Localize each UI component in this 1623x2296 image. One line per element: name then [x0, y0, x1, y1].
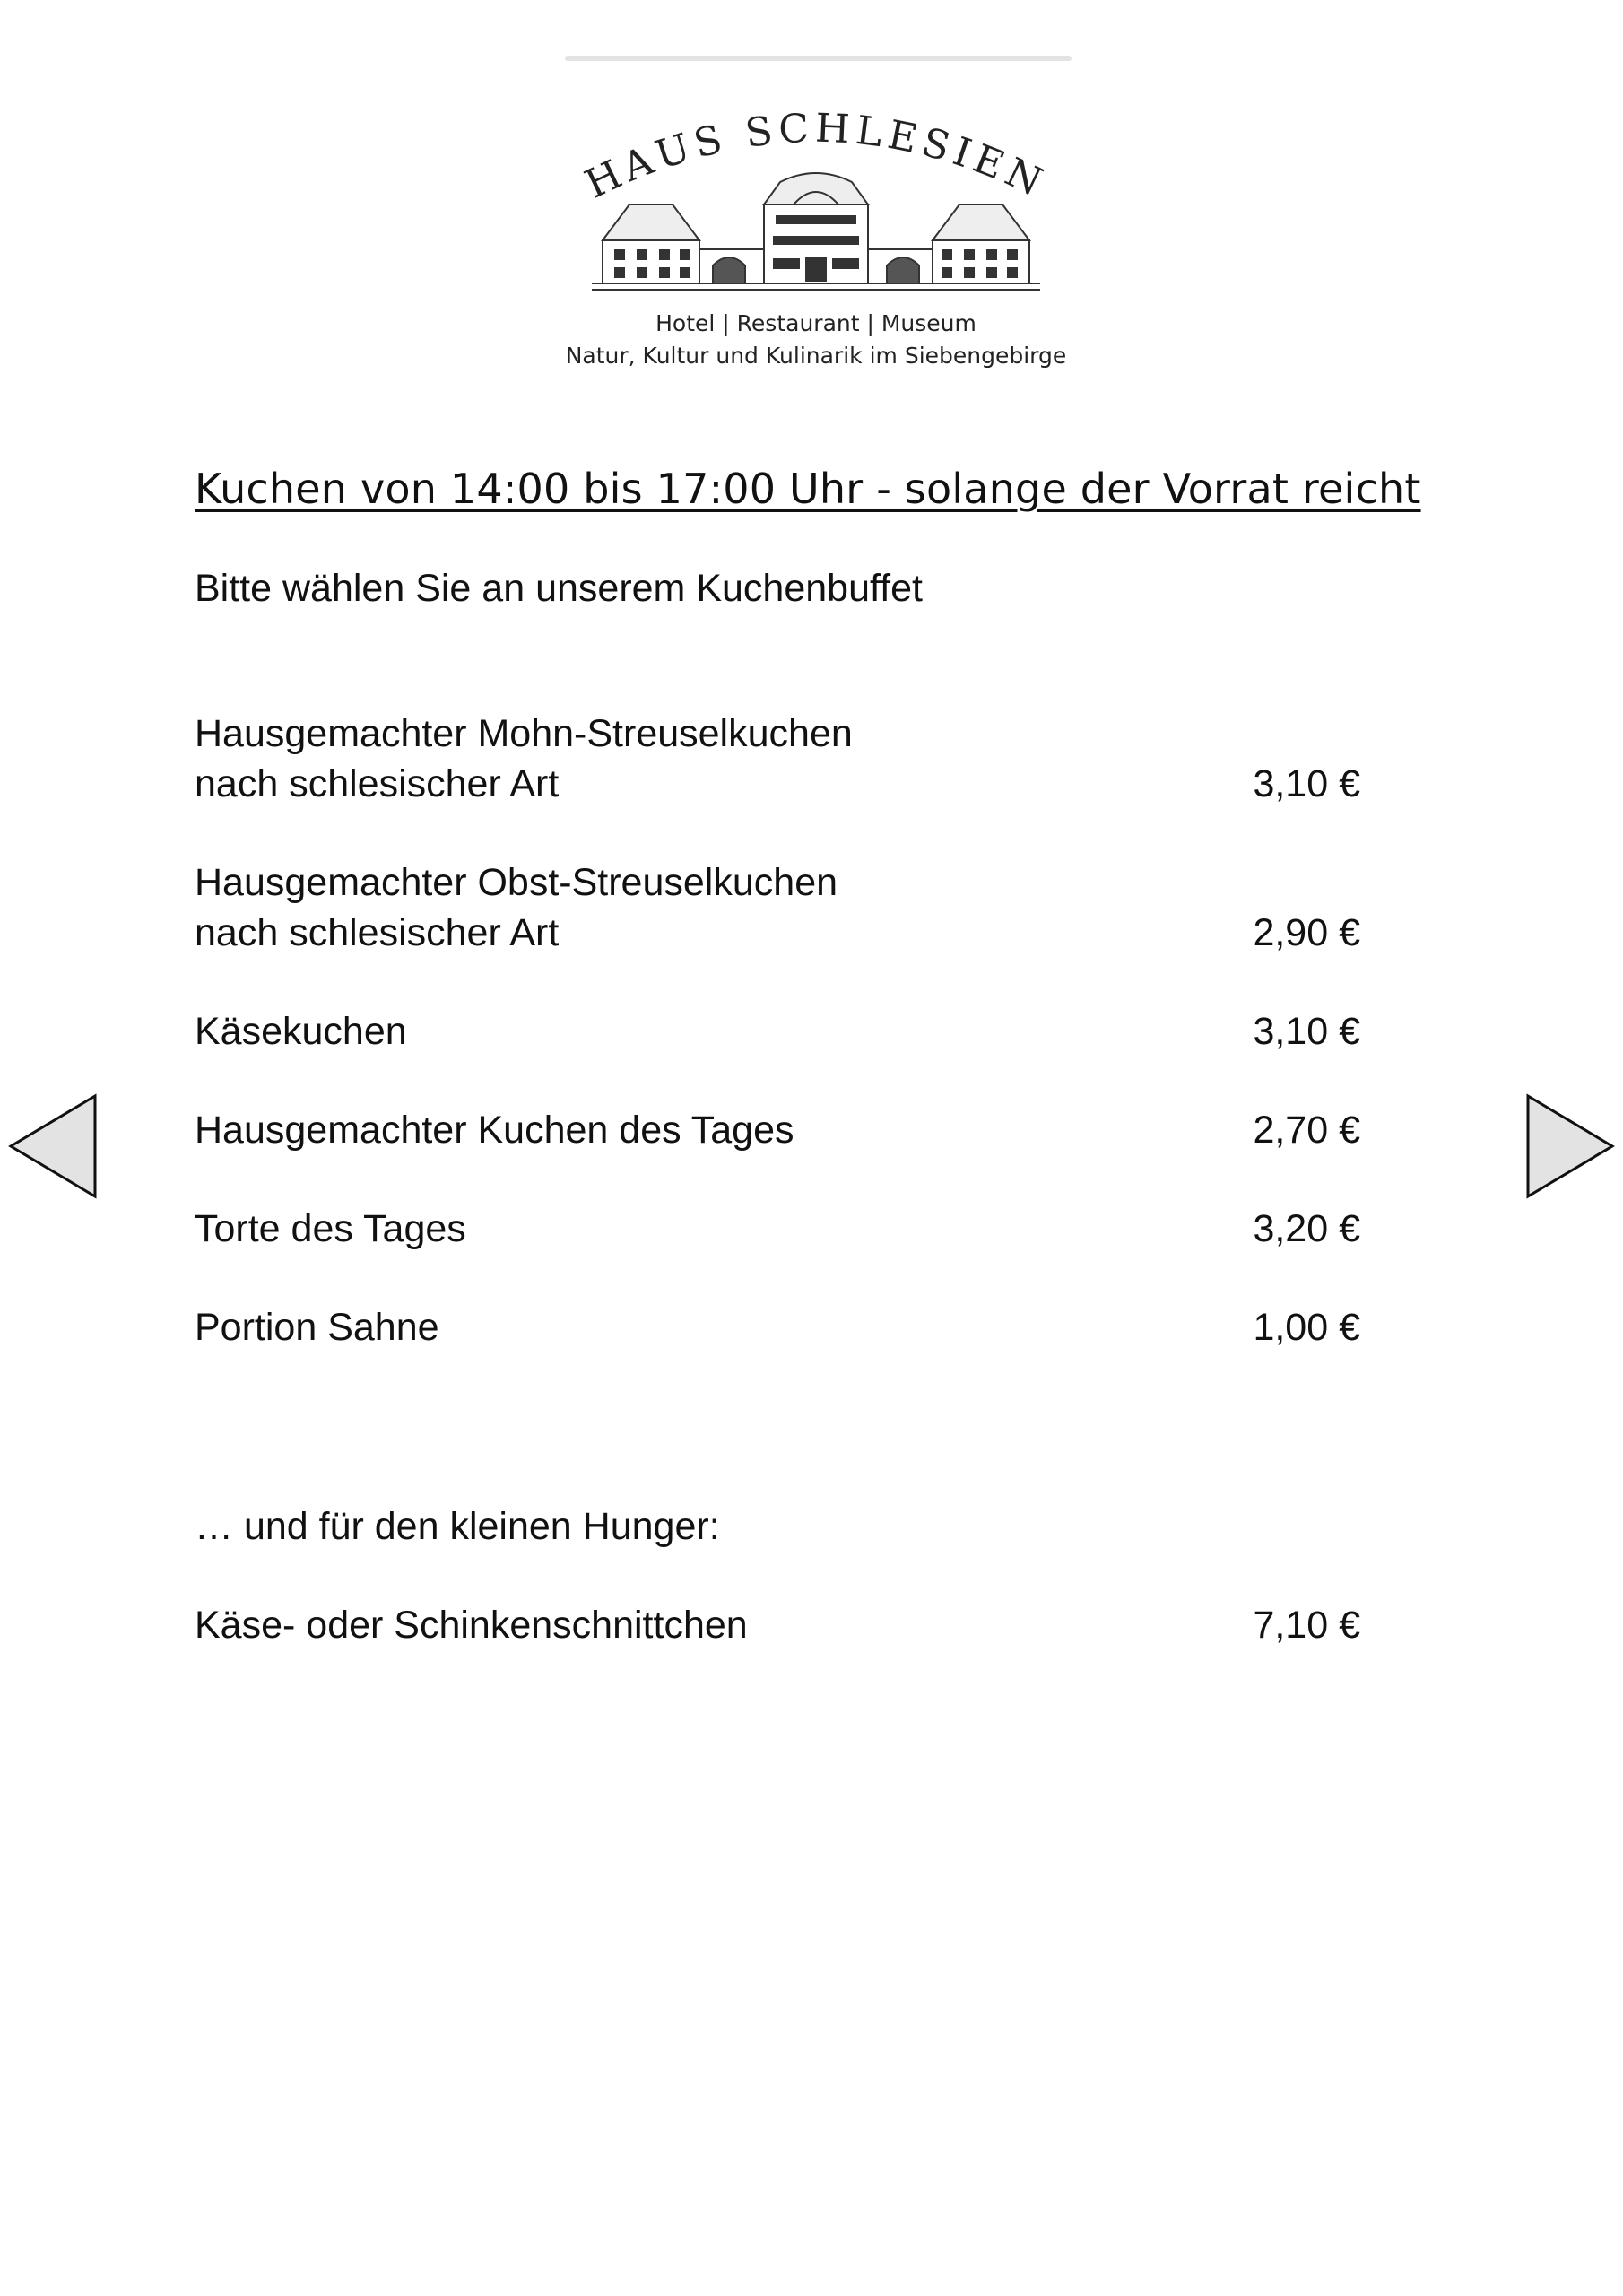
logo-title: HAUS SCHLESIEN [577, 106, 1055, 208]
menu-item [195, 1204, 1360, 1254]
triangle-right-icon [1523, 1092, 1618, 1200]
previous-page-button[interactable] [5, 1092, 100, 1200]
next-page-button[interactable] [1523, 1092, 1618, 1200]
snack-item [195, 1600, 1360, 1650]
snack-item-price: 7,10 € [1253, 1604, 1360, 1647]
page-top-bar [565, 56, 1072, 61]
menu-item [195, 1006, 1360, 1057]
menu-item-name: Käsekuchen [195, 1010, 407, 1053]
menu-item-price: 2,90 € [1253, 911, 1360, 954]
menu-item-name: Hausgemachter Mohn-Streuselkuchen nach schlesischer Art [195, 712, 853, 805]
menu-item-price: 2,70 € [1253, 1109, 1360, 1152]
menu-item-price: 3,10 € [1253, 762, 1360, 805]
menu-item-price: 3,20 € [1253, 1207, 1360, 1250]
logo-building-illustration [565, 106, 1067, 308]
menu-item [195, 1105, 1360, 1155]
menu-subheading: Bitte wählen Sie an unserem Kuchenbuffet [195, 567, 923, 610]
menu-item-name: Torte des Tages [195, 1207, 466, 1250]
triangle-left-icon [5, 1092, 100, 1200]
menu-item [195, 857, 1360, 958]
snack-heading: … und für den kleinen Hunger: [195, 1505, 720, 1548]
haus-schlesien-logo [565, 106, 1067, 375]
logo-tagline-region: Natur, Kultur und Kulinarik im Siebengebirge [565, 343, 1067, 369]
logo-tagline-services: Hotel | Restaurant | Museum [655, 310, 976, 336]
menu-item [195, 1302, 1360, 1352]
snack-item-name: Käse- oder Schinkenschnittchen [195, 1604, 748, 1647]
menu-item [195, 709, 1360, 809]
menu-item-name: Portion Sahne [195, 1306, 439, 1349]
menu-heading: Kuchen von 14:00 bis 17:00 Uhr - solange der Vorrat reicht [195, 465, 1421, 513]
menu-item-price: 3,10 € [1253, 1010, 1360, 1053]
menu-item-name: Hausgemachter Kuchen des Tages [195, 1109, 794, 1152]
menu-item-name: Hausgemachter Obst-Streuselkuchen nach schlesischer Art [195, 861, 838, 954]
menu-item-price: 1,00 € [1253, 1306, 1360, 1349]
